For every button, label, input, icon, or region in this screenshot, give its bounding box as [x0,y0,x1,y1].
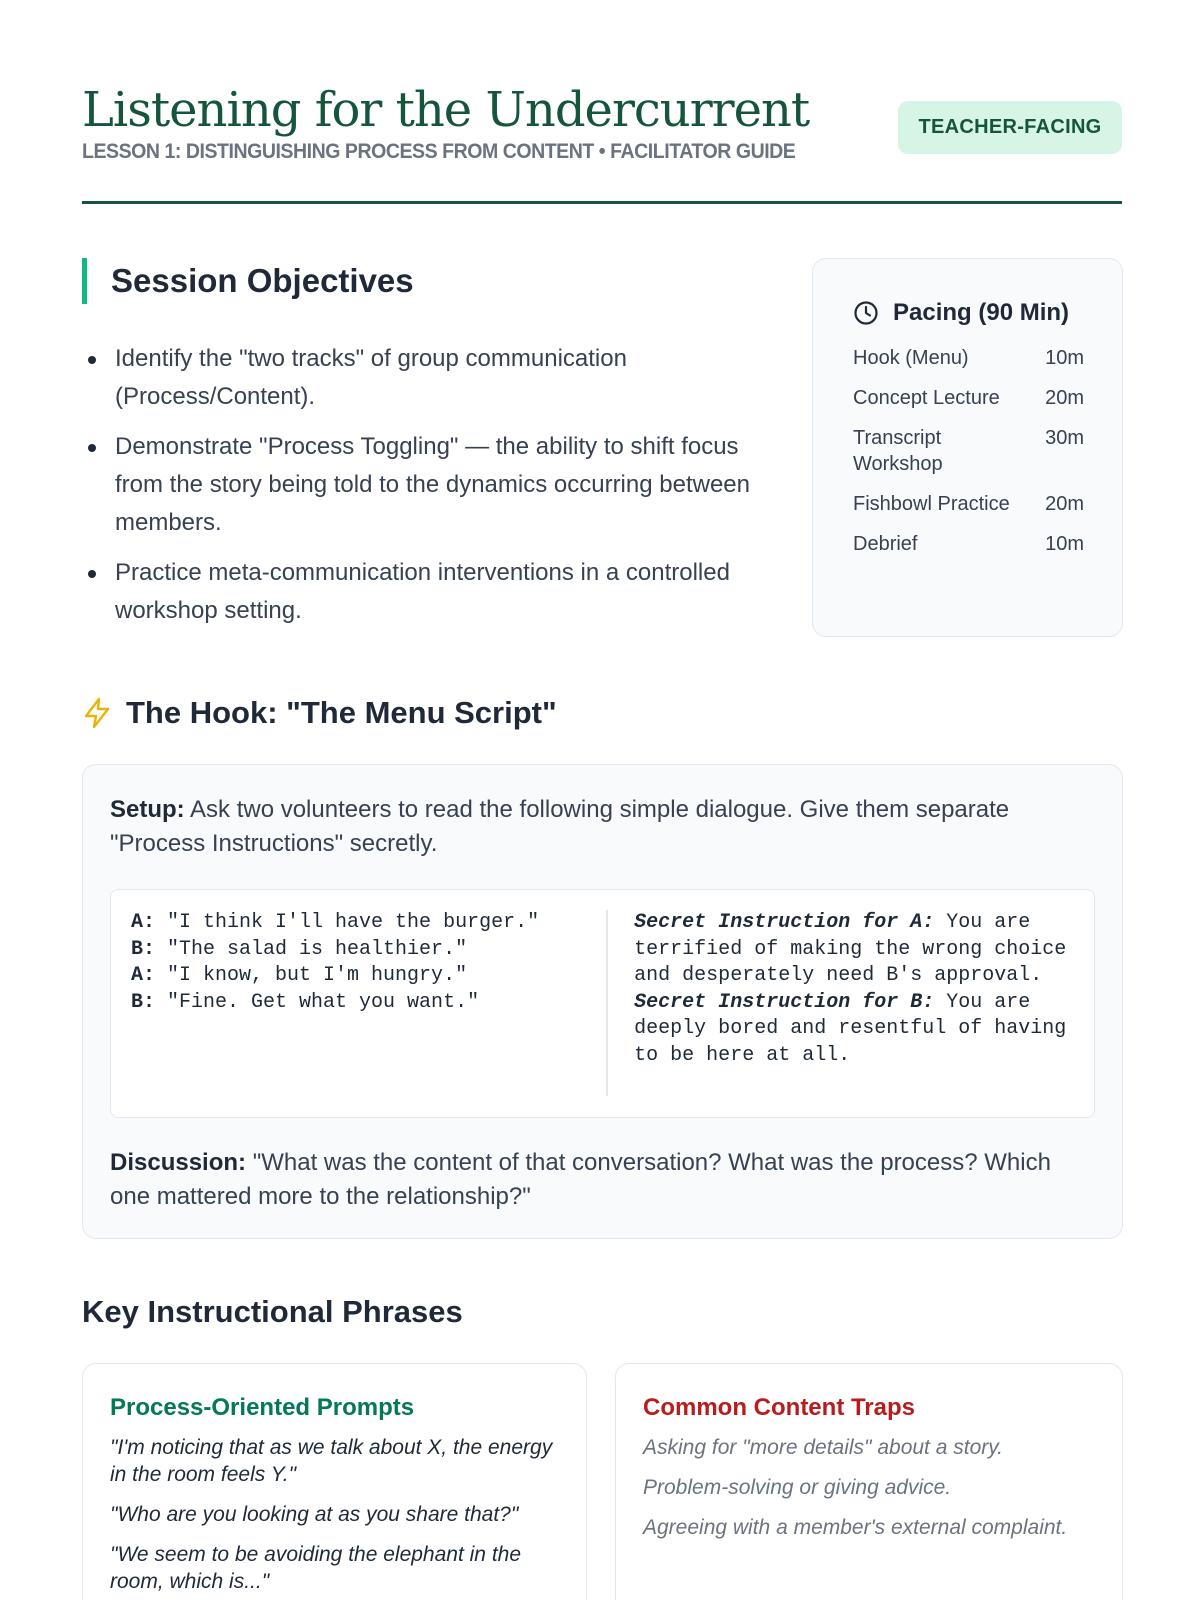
dialogue-line [131,990,606,1017]
dialogue-speaker: B: [131,937,156,961]
pacing-row-time: 20m [1045,493,1084,515]
setup-label: Setup: [110,796,185,823]
dialogue-text: "The salad is healthier." [155,937,468,961]
key-phrases-heading: Key Instructional Phrases [82,1294,463,1329]
pacing-row [853,491,1084,517]
secret-instruction-label: Secret Instruction for A: [634,911,935,934]
dialogue-speaker: A: [131,964,156,987]
secret-instructions [606,910,1074,1096]
pacing-row [853,385,1084,411]
objectives-list [82,340,782,642]
content-traps-card [615,1363,1123,1600]
dialogue-text: "I think I'll have the burger." [155,911,540,934]
hook-heading [82,695,557,731]
pacing-row [853,345,1084,371]
pacing-title-text: Pacing (90 Min) [893,299,1070,326]
hook-box [82,764,1123,1239]
pacing-row-time: 10m [1045,533,1084,555]
dialogue-text: "Fine. Get what you want." [155,990,480,1014]
dialogue-line [131,963,606,990]
pacing-row-time: 30m [1045,427,1084,449]
dialogue-speaker: B: [131,990,156,1014]
pacing-title [853,299,1084,327]
content-trap: Agreeing with a member's external complaint. [643,1516,1068,1539]
clock-icon [853,300,879,326]
discussion-paragraph [110,1146,1095,1214]
secret-instruction [634,910,1074,990]
pacing-row-time: 10m [1045,347,1084,369]
secret-instruction [634,990,1074,1070]
pacing-card [812,258,1123,637]
objective-item: Identify the "two tracks" of group communication (Process/Content). [82,340,782,416]
dialogue-block [131,910,606,1097]
pacing-row-label: Debrief [853,533,918,555]
pacing-row-label: Concept Lecture [853,387,1000,409]
page-header [82,80,1122,204]
objective-item: Practice meta-communication interventions in a controlled workshop setting. [82,554,782,630]
objectives-heading [82,258,414,304]
page-title: Listening for the Undercurrent [82,82,810,138]
process-prompt: "We seem to be avoiding the elephant in the room, which is..." [110,1543,522,1593]
secret-instruction-text: You are deeply bored and resentful of having to be here at all. [634,990,1067,1067]
content-trap: Asking for "more details" about a story. [643,1436,1004,1459]
dialogue-text: "I know, but I'm hungry." [155,964,468,987]
process-prompt: "Who are you looking at as you share that?" [110,1503,519,1526]
pacing-row-label: Fishbowl Practice [853,493,1010,515]
menu-script [110,889,1095,1118]
setup-paragraph [110,793,1095,861]
objective-item: Demonstrate "Process Toggling" — the ability to shift focus from the story being told to the dynamics occurring between members. [82,428,782,542]
discussion-label: Discussion: [110,1149,247,1176]
discussion-text: "What was the content of that conversation? What was the process? Which one mattered more to the relationship?" [110,1149,1051,1210]
process-prompts-card [82,1363,587,1600]
objectives-heading-text: Session Objectives [111,262,414,299]
pacing-row [853,531,1084,557]
pacing-row-label: Transcript Workshop [853,427,943,475]
pacing-row-label: Hook (Menu) [853,347,969,369]
setup-text: Ask two volunteers to read the following simple dialogue. Give them separate "Process Instructions" secretly. [110,796,1010,857]
content-trap: Problem-solving or giving advice. [643,1476,952,1499]
process-prompts-title: Process-Oriented Prompts [110,1394,415,1421]
pacing-row-time: 20m [1045,387,1084,409]
secret-instruction-text: You are terrified of making the wrong choice and desperately need B's approval. [634,911,1067,987]
audience-badge: TEACHER-FACING [898,101,1122,154]
process-prompt: "I'm noticing that as we talk about X, the energy in the room feels Y." [110,1436,553,1486]
dialogue-speaker: A: [131,911,156,934]
dialogue-line [131,937,606,964]
secret-instruction-label: Secret Instruction for B: [634,990,935,1014]
lightning-icon [82,697,112,729]
dialogue-line [131,910,606,937]
hook-heading-text: The Hook: "The Menu Script" [126,695,557,730]
page-subtitle: LESSON 1: DISTINGUISHING PROCESS FROM CONTENT • FACILITATOR GUIDE [82,140,796,163]
pacing-row [853,425,1084,477]
content-traps-title: Common Content Traps [643,1394,916,1421]
